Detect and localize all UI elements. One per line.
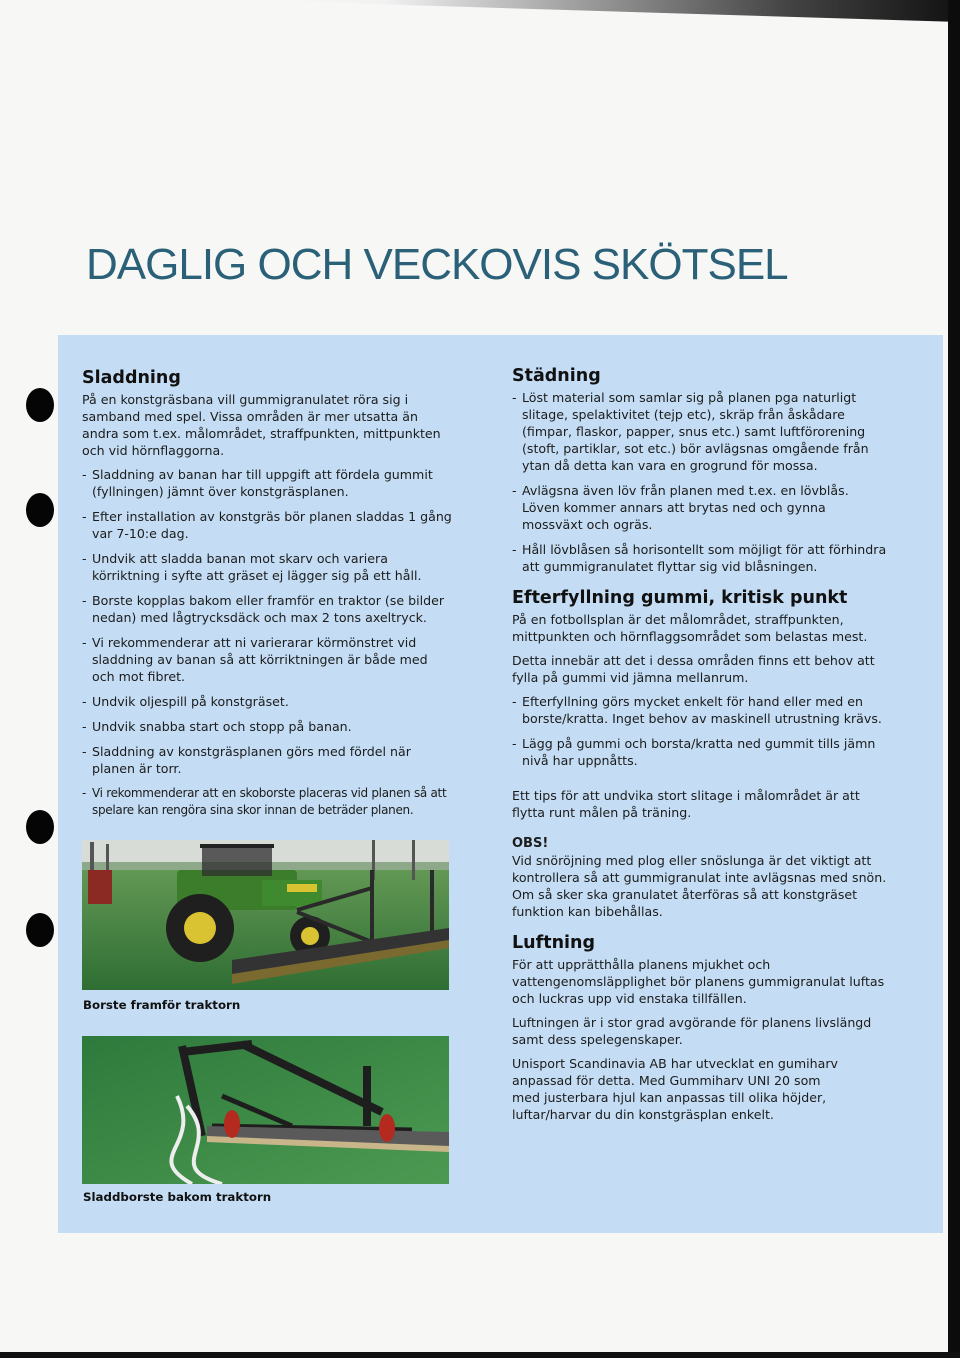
photo-tractor-brush-front <box>82 840 449 990</box>
paragraph: På en fotbollsplan är det målområdet, straffpunkten, mittpunkten och hörnflaggsområdet som belastas mest. <box>512 612 868 644</box>
list-item: - Borste kopplas bakom eller framför en traktor (se bilder nedan) med lågtrycksdäck och max 2 tons axeltryck. <box>82 593 445 625</box>
section-heading-efterfyllning: Efterfyllning gummi, kritisk punkt <box>512 588 848 608</box>
paragraph-tip: Ett tips för att undvika stort slitage i målområdet är att flytta runt målen på träning. <box>512 788 860 820</box>
paragraph: På en konstgräsbana vill gummigranulatet röra sig i samband med spel. Vissa områden är mer utsatta än andra som t.ex. målområdet, straffpunkten, mittpunkten och vid hörnflaggorna. <box>82 392 441 458</box>
obs-text: Vid snöröjning med plog eller snöslunga är det viktigt att kontrollera så att gummigranulat inte avlägsnas med snön. Om så sker ska granulatet återföras så att konstgräset funktion kan bibehållas. <box>512 853 887 919</box>
list-item-text: Håll lövblåsen så horisontellt som möjligt för att förhindra att gummigranulatet flyttar sig vid blåsningen. <box>522 542 887 574</box>
section-heading-stadning: Städning <box>512 366 601 386</box>
list-item-text: Undvik snabba start och stopp på banan. <box>92 719 352 734</box>
list-item: - Avlägsna även löv från planen med t.ex. en lövblås. Löven kommer annars att brytas ned och gynna mossväxt och ogräs. <box>512 483 849 532</box>
list-item-text: Sladdning av banan har till uppgift att fördela gummit (fyllningen) jämnt över konstgräsplanen. <box>92 467 433 499</box>
list-item: - Vi rekommenderar att en skoborste placeras vid planen så att spelare kan rengöra sina skor innan de beträder planen. <box>82 786 447 817</box>
punch-hole <box>26 493 54 527</box>
paragraph: För att upprätthålla planens mjukhet och vattengenomsläpplighet bör planens gummigranulat luftas och luckras upp vid enstaka tillfällen. <box>512 957 885 1006</box>
list-item-text: Avlägsna även löv från planen med t.ex. en lövblås. Löven kommer annars att brytas ned och gynna mossväxt och ogräs. <box>522 483 849 532</box>
list-item-text: Efter installation av konstgräs bör planen sladdas 1 gång var 7-10:e dag. <box>92 509 452 541</box>
punch-hole <box>26 913 54 947</box>
photo-caption: Borste framför traktorn <box>83 998 241 1012</box>
list-item-text: Lägg på gummi och borsta/kratta ned gummit tills jämn nivå har uppnåtts. <box>522 736 876 768</box>
list-item-text: Undvik oljespill på konstgräset. <box>92 694 289 709</box>
right-column <box>512 365 890 1130</box>
list-item: - Undvik snabba start och stopp på banan. <box>82 719 352 734</box>
left-column <box>82 367 454 827</box>
list-item: - Löst material som samlar sig på planen pga naturligt slitage, spelaktivitet (tejp etc), skräp från åskådare (fimpar, flaskor, papper, snus etc.) samt luftförorening (stoft, partiklar, sot etc.) bör avlägsnas omgående från ytan då detta kan vara en grogrund för mossa. <box>512 390 869 473</box>
section-heading-sladdning: Sladdning <box>82 368 181 388</box>
list-item-text: Sladdning av konstgräsplanen görs med fördel när planen är torr. <box>92 744 411 776</box>
paragraph: Detta innebär att det i dessa områden finns ett behov att fylla på gummi vid jämna mellanrum. <box>512 653 875 685</box>
list-item-text: Efterfyllning görs mycket enkelt för hand eller med en borste/kratta. Inget behov av maskinell utrustning krävs. <box>522 694 882 726</box>
list-item: - Håll lövblåsen så horisontellt som möjligt för att förhindra att gummigranulatet flyttar sig vid blåsningen. <box>512 542 887 574</box>
list-item: - Sladdning av konstgräsplanen görs med fördel när planen är torr. <box>82 744 411 776</box>
photo-caption: Sladdborste bakom traktorn <box>83 1190 272 1204</box>
list-item-text: Borste kopplas bakom eller framför en traktor (se bilder nedan) med lågtrycksdäck och max 2 tons axeltryck. <box>92 593 445 625</box>
list-item: - Efterfyllning görs mycket enkelt för hand eller med en borste/kratta. Inget behov av maskinell utrustning krävs. <box>512 694 882 726</box>
punch-hole <box>26 810 54 844</box>
list-item-text: Vi rekommenderar att ni varierarar körmönstret vid sladdning av banan så att körriktningen är både med och mot fibret. <box>92 635 428 684</box>
list-item: - Efter installation av konstgräs bör planen sladdas 1 gång var 7-10:e dag. <box>82 509 452 541</box>
section-heading-luftning: Luftning <box>512 933 596 953</box>
obs-heading: OBS! <box>512 836 549 851</box>
list-item: - Lägg på gummi och borsta/kratta ned gummit tills jämn nivå har uppnåtts. <box>512 736 876 768</box>
scan-edge-right <box>948 0 960 1358</box>
paragraph: Unisport Scandinavia AB har utvecklat en gumiharv anpassad för detta. Med Gummiharv UNI 20 som med justerbara hjul kan anpassas till olika höjder, luftar/harvar du din konstgräsplan enkelt. <box>512 1056 838 1122</box>
punch-hole <box>26 388 54 422</box>
list-item: - Vi rekommenderar att ni varierarar körmönstret vid sladdning av banan så att körriktningen är både med och mot fibret. <box>82 635 428 684</box>
list-item: - Sladdning av banan har till uppgift att fördela gummit (fyllningen) jämnt över konstgräsplanen. <box>82 467 433 499</box>
list-item-text: Undvik att sladda banan mot skarv och variera körriktning i syfte att gräset ej lägger sig på ett håll. <box>92 551 422 583</box>
scan-edge-bottom <box>0 1352 960 1358</box>
photo-sladdborste-behind-tractor <box>82 1036 449 1184</box>
list-item-text: Löst material som samlar sig på planen pga naturligt slitage, spelaktivitet (tejp etc), skräp från åskådare (fimpar, flaskor, papper, snus etc.) samt luftförorening (stoft, partiklar, sot etc.) bör avlägsnas omgående från ytan då detta kan vara en grogrund för mossa. <box>522 390 869 473</box>
paragraph: Luftningen är i stor grad avgörande för planens livslängd samt dess spelegenskaper. <box>512 1015 872 1047</box>
list-item: - Undvik att sladda banan mot skarv och variera körriktning i syfte att gräset ej lägger sig på ett håll. <box>82 551 422 583</box>
list-item-text: Vi rekommenderar att en skoborste placeras vid planen så att spelare kan rengöra sina skor innan de beträder planen. <box>92 786 447 817</box>
scan-edge <box>0 0 960 22</box>
list-item: - Undvik oljespill på konstgräset. <box>82 694 289 709</box>
page-title: DAGLIG OCH VECKOVIS SKÖTSEL <box>86 240 788 289</box>
